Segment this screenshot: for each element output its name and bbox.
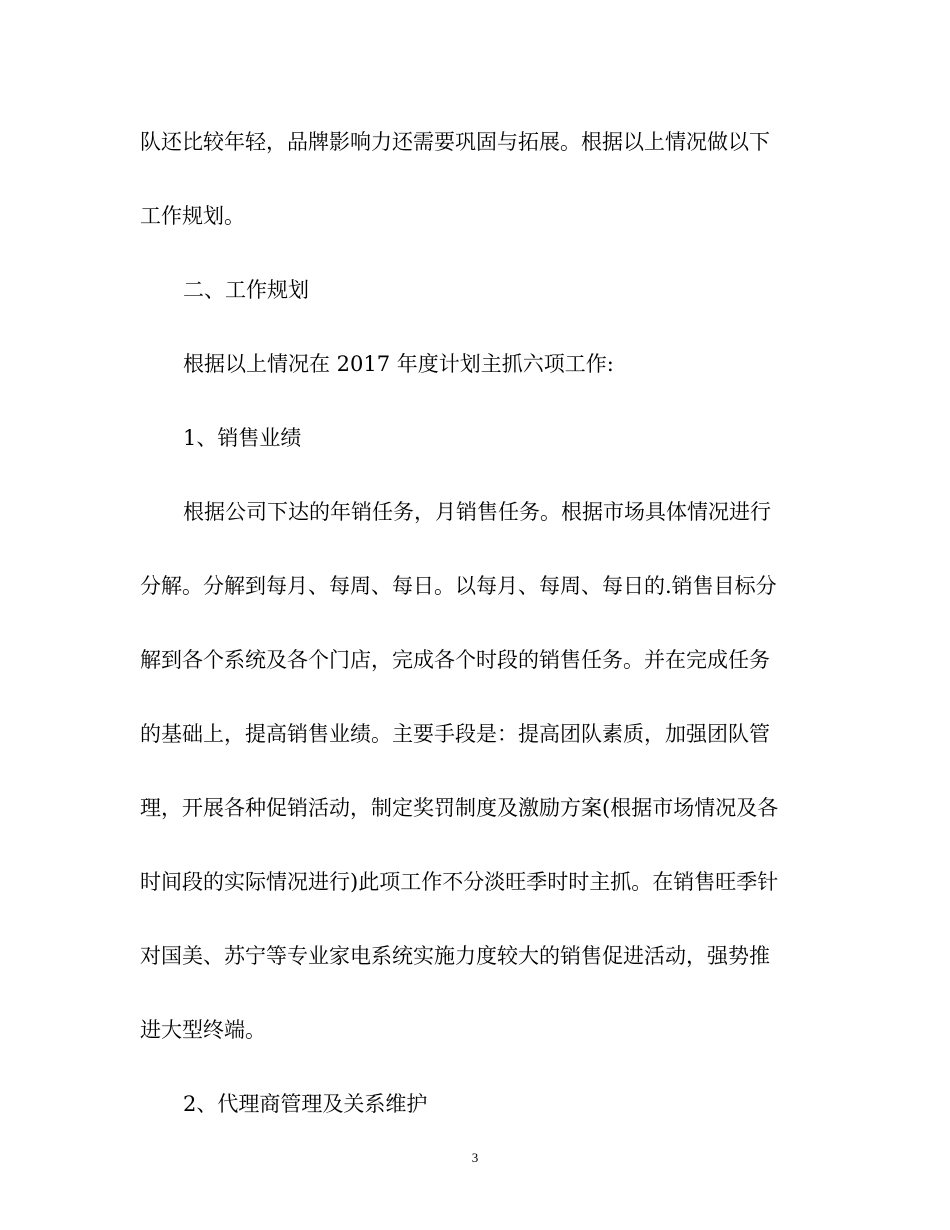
paragraph-line: 理，开展各种促销活动，制定奖罚制度及激励方案(根据市场情况及各 — [140, 796, 779, 820]
paragraph-line: 队还比较年轻，品牌影响力还需要巩固与拓展。根据以上情况做以下 — [140, 130, 770, 154]
paragraph-line: 进大型终端。 — [140, 1018, 266, 1042]
subsection-heading: 1、销售业绩 — [183, 426, 302, 450]
paragraph-line: 根据以上情况在 2017 年度计划主抓六项工作: — [183, 352, 614, 376]
paragraph-line: 根据公司下达的年销任务，月销售任务。根据市场具体情况进行 — [183, 500, 771, 524]
page-number: 3 — [471, 1150, 479, 1165]
paragraph-line: 的基础上，提高销售业绩。主要手段是：提高团队素质，加强团队管 — [140, 722, 770, 746]
section-heading: 二、工作规划 — [183, 278, 309, 302]
paragraph-line: 分解。分解到每月、每周、每日。以每月、每周、每日的.销售目标分 — [140, 574, 777, 598]
paragraph-line: 时间段的实际情况进行)此项工作不分淡旺季时时主抓。在销售旺季针 — [140, 870, 779, 894]
paragraph-line: 对国美、苏宁等专业家电系统实施力度较大的销售促进活动，强势推 — [140, 944, 770, 968]
subsection-heading: 2、代理商管理及关系维护 — [183, 1092, 428, 1116]
paragraph-line: 解到各个系统及各个门店，完成各个时段的销售任务。并在完成任务 — [140, 648, 770, 672]
paragraph-line: 工作规划。 — [140, 204, 245, 228]
